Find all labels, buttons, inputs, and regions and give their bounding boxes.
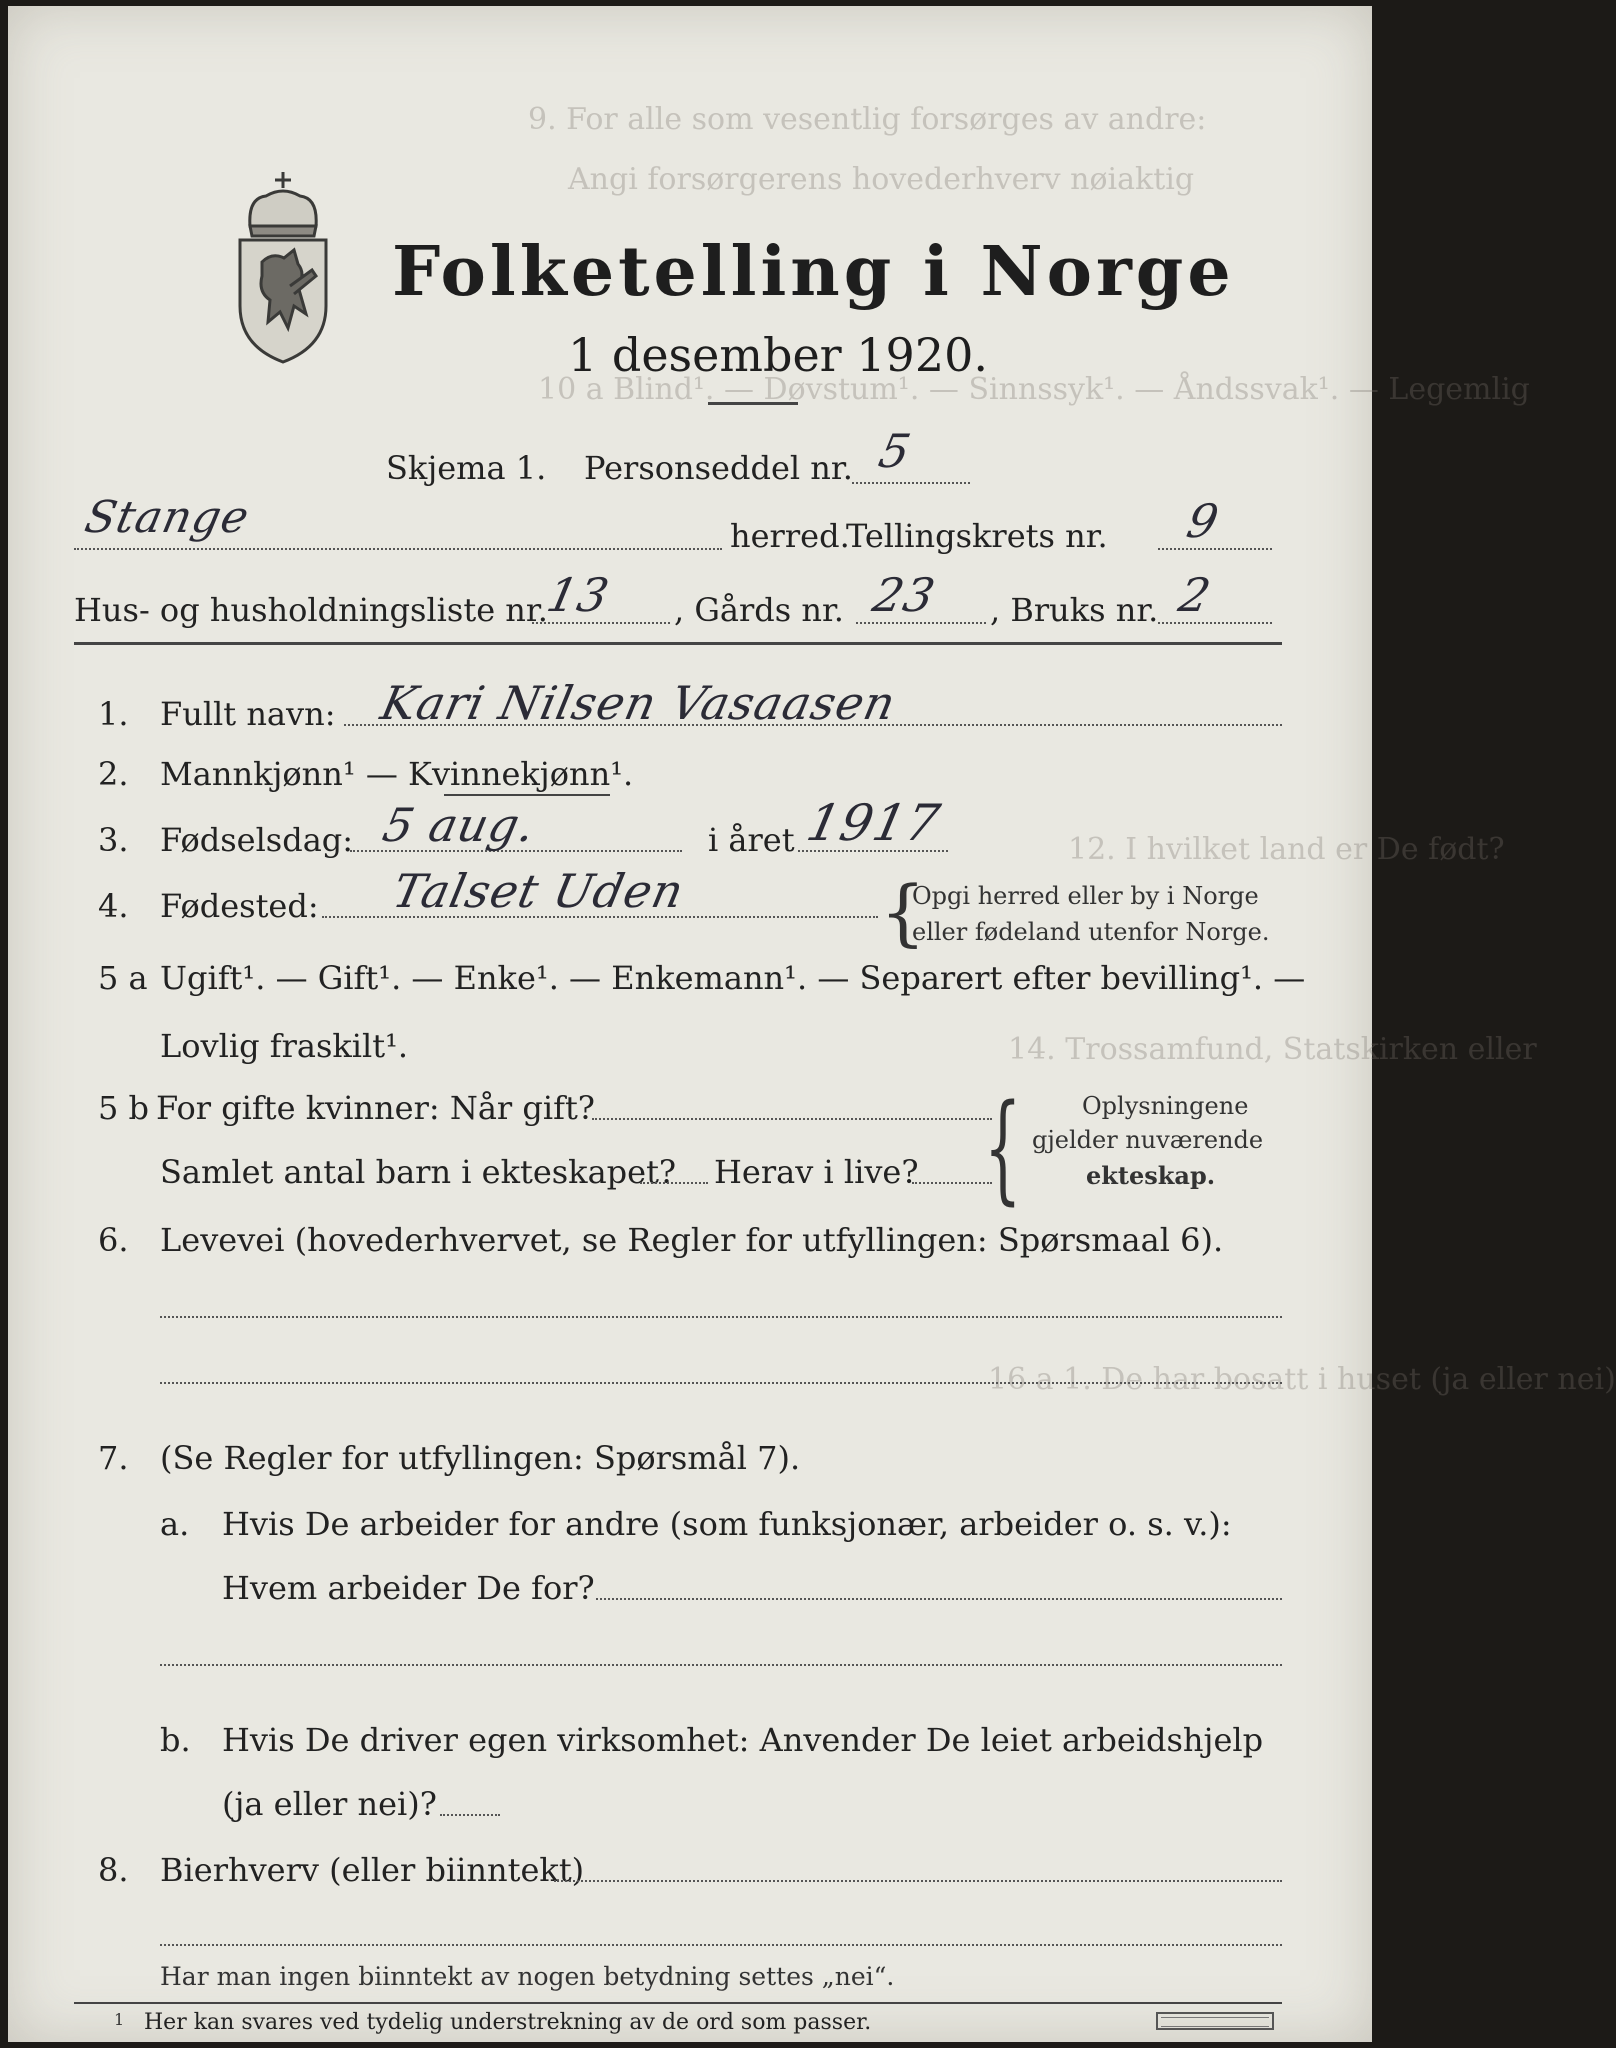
q3-label: Fødselsdag:	[160, 821, 354, 859]
q4-label: Fødested:	[160, 887, 319, 925]
q7b-number: b.	[160, 1721, 191, 1759]
gards-label: , Gårds nr.	[674, 591, 844, 629]
bleed-through-line: 10 a Blind¹. — Døvstum¹. — Sinnssyk¹. — Åndssvak¹. — Legemlig	[538, 372, 1530, 407]
q7-number: 7.	[98, 1439, 129, 1477]
q5a-marital-options[interactable]: Ugift¹. — Gift¹. — Enke¹. — Enkemann¹. — Separert efter bevilling¹. —	[160, 959, 1306, 997]
q1-label: Fullt navn:	[160, 695, 336, 733]
bleed-through-line: 16 a 1. De har bosatt i huset (ja eller nei)	[988, 1362, 1616, 1397]
q4-note-line2: eller fødeland utenfor Norge.	[912, 918, 1270, 946]
gender-underline	[444, 794, 610, 796]
q8-label: Bierhverv (eller biinntekt)	[160, 1851, 585, 1889]
census-form-page	[8, 6, 1616, 2042]
q4-note-line1: Opgi herred eller by i Norge	[912, 882, 1259, 910]
q5b-alive-label: Herav i live?	[714, 1153, 919, 1191]
skjema-label: Skjema 1.	[386, 449, 547, 487]
q6-number: 6.	[98, 1221, 129, 1259]
bruks-field[interactable]	[1158, 622, 1272, 624]
side-income-field[interactable]	[554, 1880, 1282, 1882]
hus-label: Hus- og husholdningsliste nr.	[74, 591, 548, 629]
herred-value: Stange	[80, 492, 255, 543]
birthday-value: 5 aug.	[378, 798, 541, 852]
q4-number: 4.	[98, 887, 129, 925]
footer-divider	[74, 2002, 1282, 2004]
q1-number: 1.	[98, 695, 129, 733]
q7a-label: Hvis De arbeider for andre (som funksjonær, arbeider o. s. v.):	[222, 1505, 1232, 1543]
herred-label: herred.	[730, 517, 850, 555]
children-alive-field[interactable]	[912, 1182, 992, 1184]
q3-number: 3.	[98, 821, 129, 859]
personseddel-field[interactable]	[852, 482, 970, 484]
side-income-field-2[interactable]	[160, 1944, 1282, 1946]
title-divider	[708, 402, 798, 405]
birthplace-value: Talset Uden	[388, 864, 689, 918]
q5b-number: 5 b	[98, 1089, 150, 1127]
q5b-note-line2: gjelder nuværende	[1032, 1126, 1264, 1154]
tellingskrets-value: 9	[1182, 494, 1225, 548]
personseddel-label: Personseddel nr.	[584, 449, 853, 487]
form-date: 1 desember 1920.	[568, 328, 988, 382]
birth-year-value: 1917	[801, 794, 946, 852]
printer-stamp	[1156, 2012, 1274, 2030]
q7a-employer-label: Hvem arbeider De for?	[222, 1569, 595, 1607]
bleed-through-line: 14. Trossamfund, Statskirken eller	[1008, 1032, 1537, 1067]
hus-value: 13	[542, 568, 615, 622]
q7b-label: Hvis De driver egen virksomhet: Anvender De leiet arbeidshjelp	[222, 1721, 1264, 1759]
gards-field[interactable]	[856, 622, 986, 624]
employer-field-2[interactable]	[160, 1664, 1282, 1666]
hus-field[interactable]	[532, 622, 670, 624]
q7a-number: a.	[160, 1505, 190, 1543]
form-title: Folketelling i Norge	[392, 232, 1235, 312]
q5b-note-line1: Oplysningene	[1082, 1092, 1249, 1120]
q8-number: 8.	[98, 1851, 129, 1889]
footer-note: Har man ingen biinntekt av nogen betydning settes „nei“.	[160, 1962, 895, 1991]
full-name-value: Kari Nilsen Vasaasen	[376, 676, 901, 730]
q4-brace: {	[880, 870, 926, 954]
tellingskrets-label: Tellingskrets nr.	[846, 517, 1108, 555]
q5b-note-line3: ekteskap.	[1086, 1161, 1216, 1190]
tellingskrets-field[interactable]	[1158, 548, 1272, 550]
q5a-number: 5 a	[98, 959, 148, 997]
employer-field[interactable]	[596, 1598, 1282, 1600]
footnote-text: Her kan svares ved tydelig understrekning av de ord som passer.	[144, 2010, 872, 2035]
q5b-label: For gifte kvinner: Når gift?	[156, 1089, 595, 1127]
bruks-value: 2	[1174, 568, 1217, 622]
bleed-through-line: 9. For alle som vesentlig forsørges av andre:	[528, 102, 1207, 137]
header-divider	[74, 642, 1282, 645]
footnote-mark: 1	[114, 2010, 125, 2029]
q6-label: Levevei (hovederhvervet, se Regler for utfyllingen: Spørsmaal 6).	[160, 1221, 1224, 1259]
gards-value: 23	[868, 568, 941, 622]
coat-of-arms-icon	[228, 166, 338, 366]
q5b-brace: {	[984, 1078, 1022, 1216]
hired-help-field[interactable]	[440, 1814, 500, 1816]
children-total-field[interactable]	[640, 1182, 708, 1184]
bruks-label: , Bruks nr.	[990, 591, 1159, 629]
married-when-field[interactable]	[592, 1118, 992, 1120]
personseddel-value: 5	[874, 424, 917, 478]
bleed-through-line: 12. I hvilket land er De født?	[1068, 832, 1505, 867]
q7-label: (Se Regler for utfyllingen: Spørsmål 7).	[160, 1439, 801, 1477]
herred-field[interactable]	[74, 548, 722, 550]
q2-number: 2.	[98, 755, 129, 793]
q2-gender-options[interactable]: Mannkjønn¹ — Kvinnekjønn¹.	[160, 755, 634, 793]
occupation-field-1[interactable]	[160, 1316, 1282, 1318]
q5a-marital-options-cont[interactable]: Lovlig fraskilt¹.	[160, 1027, 409, 1065]
occupation-field-2[interactable]	[160, 1382, 1282, 1384]
q3-year-label: i året	[708, 821, 795, 859]
bleed-through-line: Angi forsørgerens hovederhverv nøiaktig	[568, 162, 1195, 197]
q5b-children-label: Samlet antal barn i ekteskapet?	[160, 1153, 677, 1191]
q7b-hired-help-label: (ja eller nei)?	[222, 1785, 437, 1823]
